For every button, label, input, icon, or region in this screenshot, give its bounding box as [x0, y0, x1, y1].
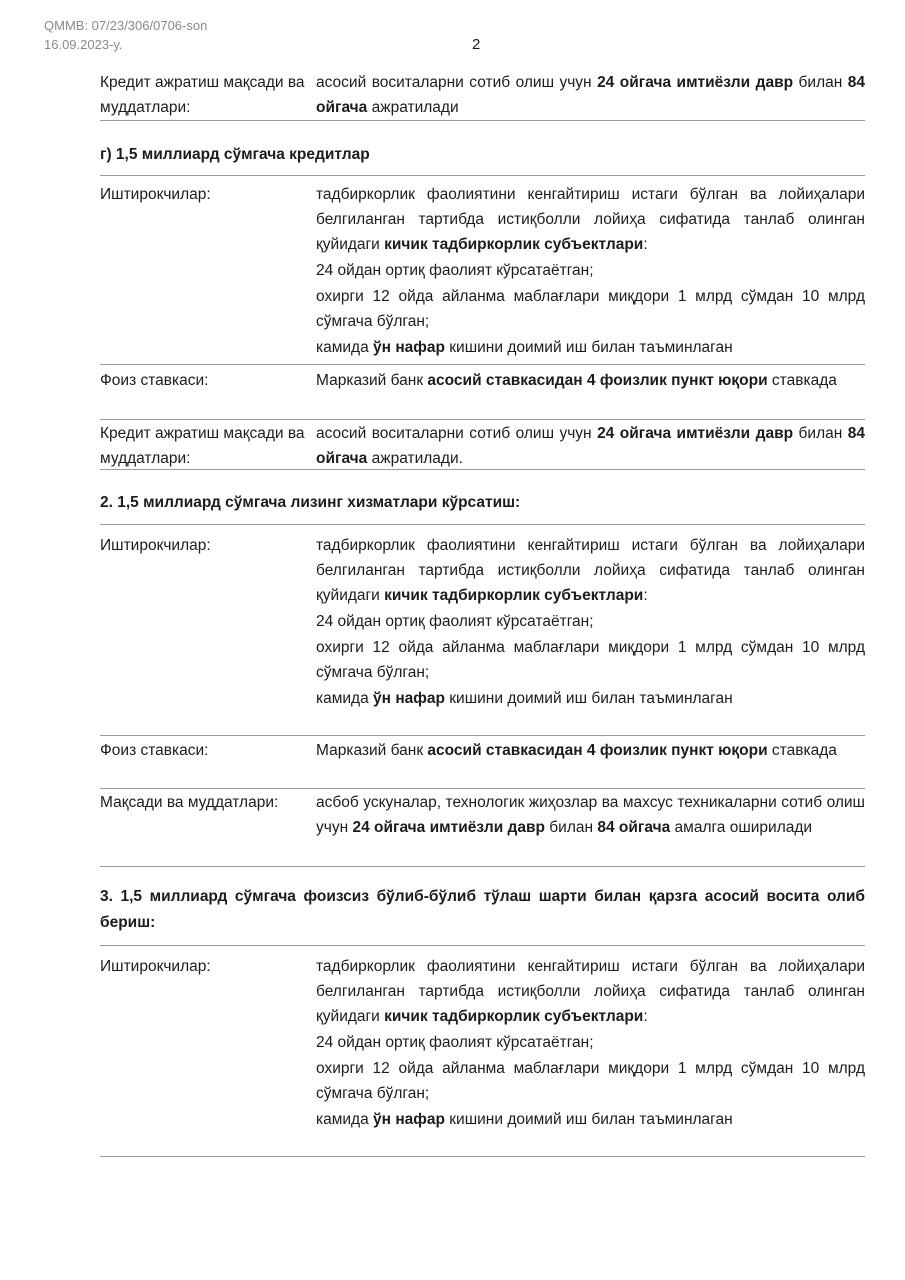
section-2-heading: 2. 1,5 миллиард сўмгача лизинг хизматлари кўрсатиш: [100, 494, 521, 511]
divider [100, 419, 865, 420]
rate-value: Марказий банк асосий ставкасидан 4 фоизлик пункт юқори ставкада [316, 742, 837, 759]
rate-label: Фоиз ставкаси: [100, 372, 209, 389]
purpose-value: асбоб ускуналар, технологик жиҳозлар ва махсус техникаларни сотиб олиш учун 24 ойгача имтиёзли давр билан 84 ойгача амалга оширилади [316, 794, 865, 836]
divider [100, 735, 865, 736]
participants-value: тадбиркорлик фаолиятини кенгайтириш истаги бўлган ва лойиҳалари белгиланган тартибда истиқболли лойиҳа сифатида танлаб олинган қуйидаги кичик тадбиркорлик субъектлари: 24 ойдан ортиқ фаолият кўрсатаётган; охирги 12 ойда айланма маблағлари миқдори 1 млрд сўмдан 10 млрд сўмгача бўлган; камида ўн нафар кишини доимий иш билан таъминлаган [316, 186, 865, 356]
divider [100, 788, 865, 789]
rate-value: Марказий банк асосий ставкасидан 4 фоизлик пункт юқори ставкада [316, 372, 837, 389]
stamp-date: 16.09.2023-у. [44, 37, 123, 52]
section-2-participants-row [100, 533, 865, 712]
credit-purpose-value: асосий воситаларни сотиб олиш учун 24 ойгача имтиёзли давр билан 84 ойгача ажратилади [316, 74, 866, 116]
participants-label: Иштирокчилар: [100, 958, 211, 975]
section-g-rate-row [100, 368, 865, 393]
section-3-participants-row [100, 954, 865, 1133]
divider [100, 469, 865, 470]
credit-purpose-label: Кредит ажратиш мақсади ва муддатлари: [100, 74, 305, 116]
section-g-credit-row [100, 421, 865, 471]
rate-label: Фоиз ставкаси: [100, 742, 209, 759]
divider [100, 364, 865, 365]
participants-value: тадбиркорлик фаолиятини кенгайтириш истаги бўлган ва лойиҳалари белгиланган тартибда истиқболли лойиҳа сифатида танлаб олинган қуйидаги кичик тадбиркорлик субъектлари: 24 ойдан ортиқ фаолият кўрсатаётган; охирги 12 ойда айланма маблағлари миқдори 1 млрд сўмдан 10 млрд сўмгача бўлган; камида ўн нафар кишини доимий иш билан таъминлаган [316, 958, 865, 1128]
divider [100, 120, 865, 121]
participants-label: Иштирокчилар: [100, 186, 211, 203]
divider [100, 524, 865, 525]
divider [100, 866, 865, 867]
credit-purpose-value: асосий воситаларни сотиб олиш учун 24 ойгача имтиёзли давр билан 84 ойгача ажратилади. [316, 425, 866, 467]
section-3-heading: 3. 1,5 миллиард сўмгача фоизсиз бўлиб-бўлиб тўлаш шарти билан қарзга асосий восита олиб бериш: [100, 888, 865, 931]
section-2-purpose-row [100, 790, 865, 840]
top-credit-row [100, 70, 865, 120]
section-g-participants-row [100, 182, 865, 361]
section-2-rate-row [100, 738, 865, 763]
registration-stamp [44, 16, 207, 54]
stamp-number: QMMB: 07/23/306/0706-son [44, 18, 208, 33]
page-number: 2 [472, 36, 481, 53]
section-g-heading: г) 1,5 миллиард сўмгача кредитлар [100, 146, 370, 163]
credit-purpose-label: Кредит ажратиш мақсади ва муддатлари: [100, 425, 305, 467]
purpose-label: Мақсади ва муддатлари: [100, 794, 279, 811]
divider [100, 1156, 865, 1157]
participants-value: тадбиркорлик фаолиятини кенгайтириш истаги бўлган ва лойиҳалари белгиланган тартибда истиқболли лойиҳа сифатида танлаб олинган қуйидаги кичик тадбиркорлик субъектлари: 24 ойдан ортиқ фаолият кўрсатаётган; охирги 12 ойда айланма маблағлари миқдори 1 млрд сўмдан 10 млрд сўмгача бўлган; камида ўн нафар кишини доимий иш билан таъминлаган [316, 537, 865, 707]
divider [100, 175, 865, 176]
participants-label: Иштирокчилар: [100, 537, 211, 554]
divider [100, 945, 865, 946]
